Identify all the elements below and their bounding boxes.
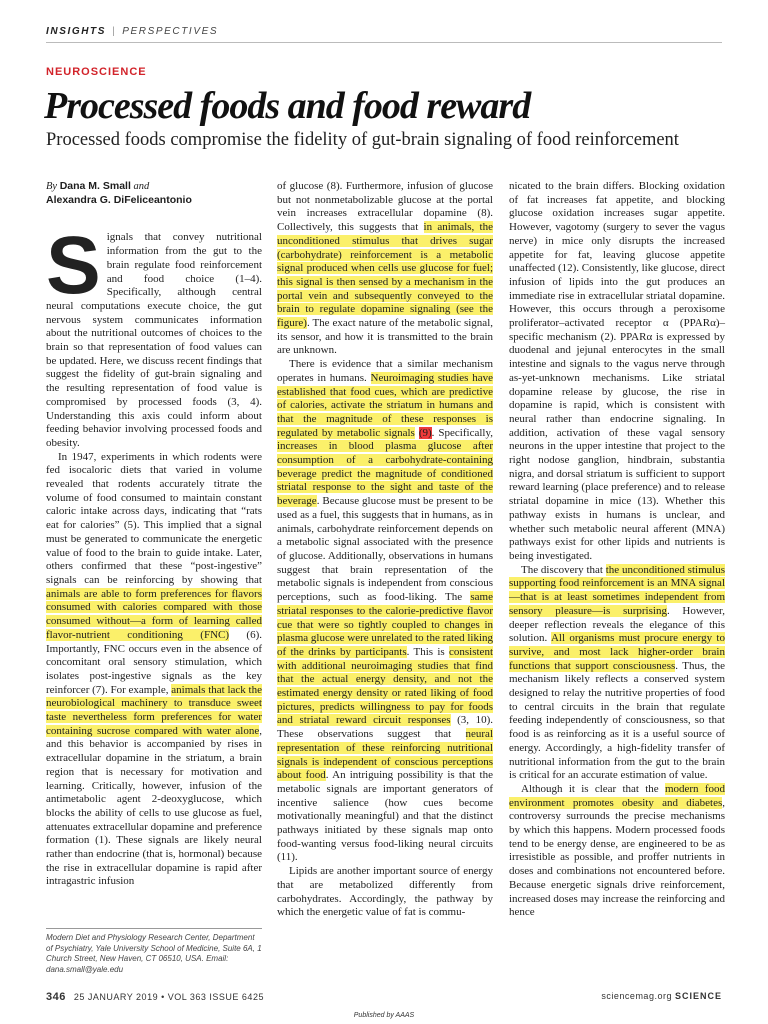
column-1 bbox=[46, 180, 262, 889]
publisher-note: Published by AAAS bbox=[353, 1012, 415, 1019]
page-footer bbox=[46, 991, 722, 1003]
journal-name: SCIENCE bbox=[674, 991, 722, 1001]
page-subtitle: Processed foods compromise the fidelity of gut-brain signaling of food reinforcement bbox=[46, 130, 679, 150]
column-2 bbox=[277, 180, 493, 920]
body-paragraph: Lipids are another important source of energy that are metabolized differently from carbohydrates. Accordingly, the pathway by which the energetic value of fat is commu- bbox=[277, 865, 493, 919]
body-paragraph: Although it is clear that the modern food environment promotes obesity and diabetes, controversy surrounds the precise mechanisms by which this happens. Modern processed foods tend to be energy dense, are engineered to be as irresistible as possible, and proffer nutrients in doses and combinations not encountered before. Because energetic signals drive reinforcement, increased doses may increase the reinforcing and hence bbox=[509, 782, 725, 919]
body-paragraph: Signals that convey nutritional information from the gut to the brain regulate food reinforcement and food choice (1–4). Specifically, although central neural computations execute choice, the gut nervous system communicates information about the nutritional outcomes of choices to the brain so that representation of food values can be updated. Here, we discuss recent findings that suggest the fidelity of gut-brain signaling and the resulting representation of food value is compromised by processed foods (3, 4). Understanding this axis could inform about feeding behavior involving processed foods and obesity. bbox=[46, 220, 262, 449]
page-title: Processed foods and food reward bbox=[44, 85, 531, 127]
body-paragraph: In 1947, experiments in which rodents were fed isocaloric diets that varied in volume revealed that rodents accurately titrate the volume of food consumed to maintain constant caloric intake across days, indicating that “rats eat for calories” (5). This implied that a signal must be generated to communicate the energetic value of food to the brain to guide intake. Later, others confirmed that these “post-ingestive” signals can be reinforcing by showing that animals are able to form preferences for flavors consumed with calories compared with those consumed without—a form of learning called flavor-nutrient conditioning (FNC) (6). Importantly, FNC occurs even in the absence of concomitant oral sensory stimulation, which isolates post-ingestive signals as the key reinforcer (7). For example, animals that lack the neurobiological machinery to transduce sweet taste nevertheless form preferences for water containing sucrose compared with water alone, and this behavior is accompanied by rises in extracellular dopamine in the striatum, a brain region that is necessary for motivation and learning. Critically, however, infusion of the antimetabolic agent 2-deoxyglucose, which blocks the ability of cells to use glucose as fuel, attenuates extracellular dopamine and preference formation (1). These signals are likely neural rather than endocrine (that is, hormonal) because the rise in extracellular dopamine is rapid after intragastric infusion bbox=[46, 450, 262, 888]
body-paragraph: nicated to the brain differs. Blocking oxidation of fat increases fat appetite, and blocking glucose oxidation increases sugar appetite. However, vagotomy (surgery to sever the vagus nerve) in mice only disrupts the increased appetite for fat, leaving glucose appetite unaffected (12). Consistently, like glucose, direct infusion of lipids into the gut produces an immediate rise in extracellular striatal dopamine. However, this occurs through a peroxisome proliferator–activated receptor α (PPARα)–specific mechanism (2). PPARα is expressed by duodenal and jejunal enterocytes in the small intestine and signals to the vagus nerve through as-yet-unknown mechanisms. Like striatal dopamine release by glucose, the rise in dopamine is rapid, which is consistent with neural rather than endocrine signaling. In addition, activation of these vagal sensory neurons in the upper intestine that project to the right nodose ganglion, hindbrain, substantia nigra, and dorsal striatum is sufficient to support reward learning (place preference) and to release striatal dopamine in mice (13). Whether this pathway exists in humans is unclear, and whether such metabolic neural afferent (MNA) pathways exist for other lipids and nutrients is being investigated. bbox=[509, 180, 725, 562]
issue-info: 25 JANUARY 2019 • VOL 363 ISSUE 6425 bbox=[73, 992, 264, 1002]
kicker: NEUROSCIENCE bbox=[46, 66, 147, 78]
section-label: INSIGHTS bbox=[46, 26, 107, 37]
header-rule bbox=[46, 42, 722, 43]
affiliation-note: Modern Diet and Physiology Research Center, Department of Psychiatry, Yale University School of Medicine, Suite 6A, 1 Church Street, New Haven, CT 06510, USA. Email: dana.small@yale.edu bbox=[46, 928, 262, 975]
body-paragraph: of glucose (8). Furthermore, infusion of glucose but not nonmetabolizable glucose at the portal vein increases extracellular dopamine (8). Collectively, this suggests that in animals, the unconditioned stimulus that drives sugar (carbohydrate) reinforcement is a metabolic signal produced when cells use glucose for fuel; this signal is then sensed by a mechanism in the portal vein and subsequently conveyed to the brain to regulate dopamine signaling (see the figure). The exact nature of the metabolic signal, its sensor, and how it is transmitted to the brain are unknown. bbox=[277, 180, 493, 357]
category-label: PERSPECTIVES bbox=[122, 26, 219, 37]
drop-cap: S bbox=[46, 220, 101, 312]
body-paragraph: The discovery that the unconditioned stimulus supporting food reinforcement is an MNA signal—that is at least sometimes independent from sensory pleasure—is surprising. However, deeper reflection reveals the elegance of this solution. All organisms must procure energy to survive, and most lack higher-order brain functions that support consciousness. Thus, the mechanism likely reflects a conserved system designed to relay the nutritive properties of food to central circuits in the brain that regulate feeding independently of consciousness, so that food is as reinforcing as it is a useful source of energy. Accordingly, a high-fidelity transfer of nutritional information from the gut to the brain is critical for an accurate estimation of value. bbox=[509, 563, 726, 782]
section-header: INSIGHTS | PERSPECTIVES bbox=[46, 26, 219, 37]
page-number: 346 bbox=[46, 991, 66, 1003]
byline: By Dana M. Small and Alexandra G. DiFeliceantonio bbox=[46, 180, 192, 206]
column-3 bbox=[509, 180, 725, 920]
body-paragraph: There is evidence that a similar mechanism operates in humans. Neuroimaging studies have established that food cues, which are predictive of calories, activate the striatum in humans and that the magnitude of these responses is regulated by metabolic signals (9). Specifically, increases in blood plasma glucose after consumption of a carbohydrate-containing beverage predict the magnitude of conditioned striatal response to the sight and taste of the beverage. Because glucose must be present to be used as a fuel, this suggests that in humans, as in animals, carbohydrate reinforcement depends on a metabolic signal associated with the presence of glucose. Additionally, observations in humans suggest that brain representation of the metabolic signals is independent from conscious perceptions, such as food-liking. The same striatal responses to the calorie-predictive flavor cue that were so tightly coupled to changes in plasma glucose were unrelated to the rated liking of the drinks by participants. This is consistent with additional neuroimaging studies that find that the actual energy density, and not the estimated energy density or rated liking of food pictures, predicts willingness to pay for foods and striatal reward circuit responses (3, 10). These observations suggest that neural representation of these reinforcing nutritional signals is independent of conscious perceptions about food. An intriguing possibility is that the metabolic signals are important generators of incentive salience (how cues become motivationally meaningful) and that the distinct pathways initiated by these signals map onto food-wanting versus food-liking neural circuits (11). bbox=[277, 358, 494, 864]
site-link[interactable]: sciencemag.org bbox=[601, 991, 672, 1001]
